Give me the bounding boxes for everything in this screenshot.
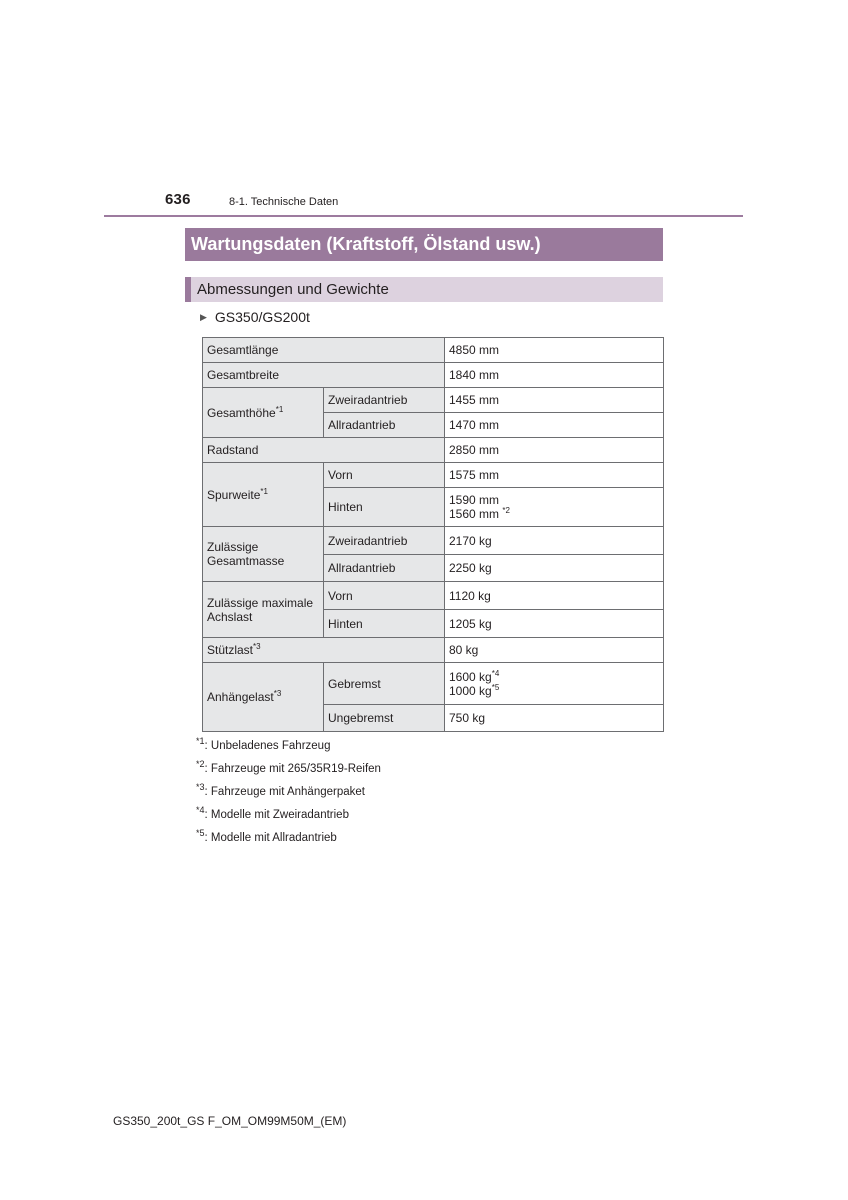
chapter-title: 8-1. Technische Daten xyxy=(229,196,339,208)
subsection-bar xyxy=(185,277,663,302)
row-label: Stützlast$^{*3}$ xyxy=(203,638,445,663)
row-value: 1840 mm xyxy=(445,363,664,388)
row-sublabel: Vorn xyxy=(324,582,445,610)
row-label: Zulässige maximale Achslast xyxy=(203,582,324,638)
footnote-ref: *5 xyxy=(491,682,500,692)
footnote-ref: *3 xyxy=(253,642,261,651)
row-value: 1600 $kg^{*4}$ 1000 $kg^{*5}$ xyxy=(445,663,664,705)
footnote-ref: *3 xyxy=(273,689,282,698)
subsection-accent xyxy=(185,277,191,302)
row-label: Gesamthöhe$^{*1}$ xyxy=(203,388,324,438)
section-banner xyxy=(185,228,663,261)
table-row xyxy=(203,438,664,463)
header-divider xyxy=(104,215,743,217)
row-label: Anhängelast$^{*3}$ xyxy=(203,663,324,732)
footnote-ref: *2 xyxy=(502,506,510,515)
row-sublabel: Allradantrieb xyxy=(324,413,445,438)
row-sublabel: Ungebremst xyxy=(324,705,445,732)
row-sublabel: Hinten xyxy=(324,488,445,527)
footnote-item: $^{*2}$: Fahrzeuge mit 265/35R19-Reifen xyxy=(196,759,381,775)
table-row xyxy=(203,463,664,488)
footnote-item: $^{*4}$: Modelle mit Zweiradantrieb xyxy=(196,805,349,821)
row-sublabel: Gebremst xyxy=(324,663,445,705)
row-label: Gesamtlänge xyxy=(203,338,445,363)
row-value: 2250 kg xyxy=(445,555,664,582)
footnote-ref: *1 xyxy=(260,486,268,496)
row-label: Spurweite$^{*1}$ xyxy=(203,463,324,527)
row-value: 1120 kg xyxy=(445,582,664,610)
page-number: 636 xyxy=(165,191,191,208)
footnote-ref: *4 xyxy=(491,668,500,678)
table-row xyxy=(203,363,664,388)
row-sublabel: Vorn xyxy=(324,463,445,488)
model-name: GS350/GS200t xyxy=(214,309,310,325)
row-label: Zulässige Gesamtmasse xyxy=(203,527,324,582)
footnotes xyxy=(196,738,381,853)
table-row xyxy=(203,338,664,363)
dimensions-table xyxy=(202,337,664,732)
row-value: 1455 mm xyxy=(445,388,664,413)
row-value: 750 kg xyxy=(445,705,664,732)
row-sublabel: Zweiradantrieb xyxy=(324,527,445,555)
footnote-item: $^{*1}$: Unbeladenes Fahrzeug xyxy=(196,736,331,752)
model-line xyxy=(200,309,310,325)
table-row xyxy=(203,388,664,413)
table-row xyxy=(203,638,664,663)
row-value: 1590 mm 1560 mm $^{*2}$ xyxy=(445,488,664,527)
subsection-title: Abmessungen und Gewichte xyxy=(197,281,389,298)
footnote-item: $^{*3}$: Fahrzeuge mit Anhängerpaket xyxy=(196,782,365,798)
row-value: 2170 kg xyxy=(445,527,664,555)
row-label: Radstand xyxy=(203,438,445,463)
row-sublabel: Hinten xyxy=(324,610,445,638)
row-value: 1575 mm xyxy=(445,463,664,488)
section-title: Wartungsdaten (Kraftstoff, Ölstand usw.) xyxy=(191,234,541,254)
table-row xyxy=(203,663,664,705)
document-code: GS350_200t_GS F_OM_OM99M50M_(EM) xyxy=(113,1114,347,1128)
row-value: 4850 mm xyxy=(445,338,664,363)
row-label: Gesamtbreite xyxy=(203,363,445,388)
bullet-arrow-icon: ▶ xyxy=(200,311,207,322)
row-value: 80 kg xyxy=(445,638,664,663)
row-value: 1205 kg xyxy=(445,610,664,638)
table-row xyxy=(203,527,664,555)
footnote-item: $^{*5}$: Modelle mit Allradantrieb xyxy=(196,828,337,844)
row-value: 1470 mm xyxy=(445,413,664,438)
row-value: 2850 mm xyxy=(445,438,664,463)
row-sublabel: Allradantrieb xyxy=(324,555,445,582)
row-sublabel: Zweiradantrieb xyxy=(324,388,445,413)
footnote-ref: *1 xyxy=(275,404,284,414)
table-row xyxy=(203,582,664,610)
